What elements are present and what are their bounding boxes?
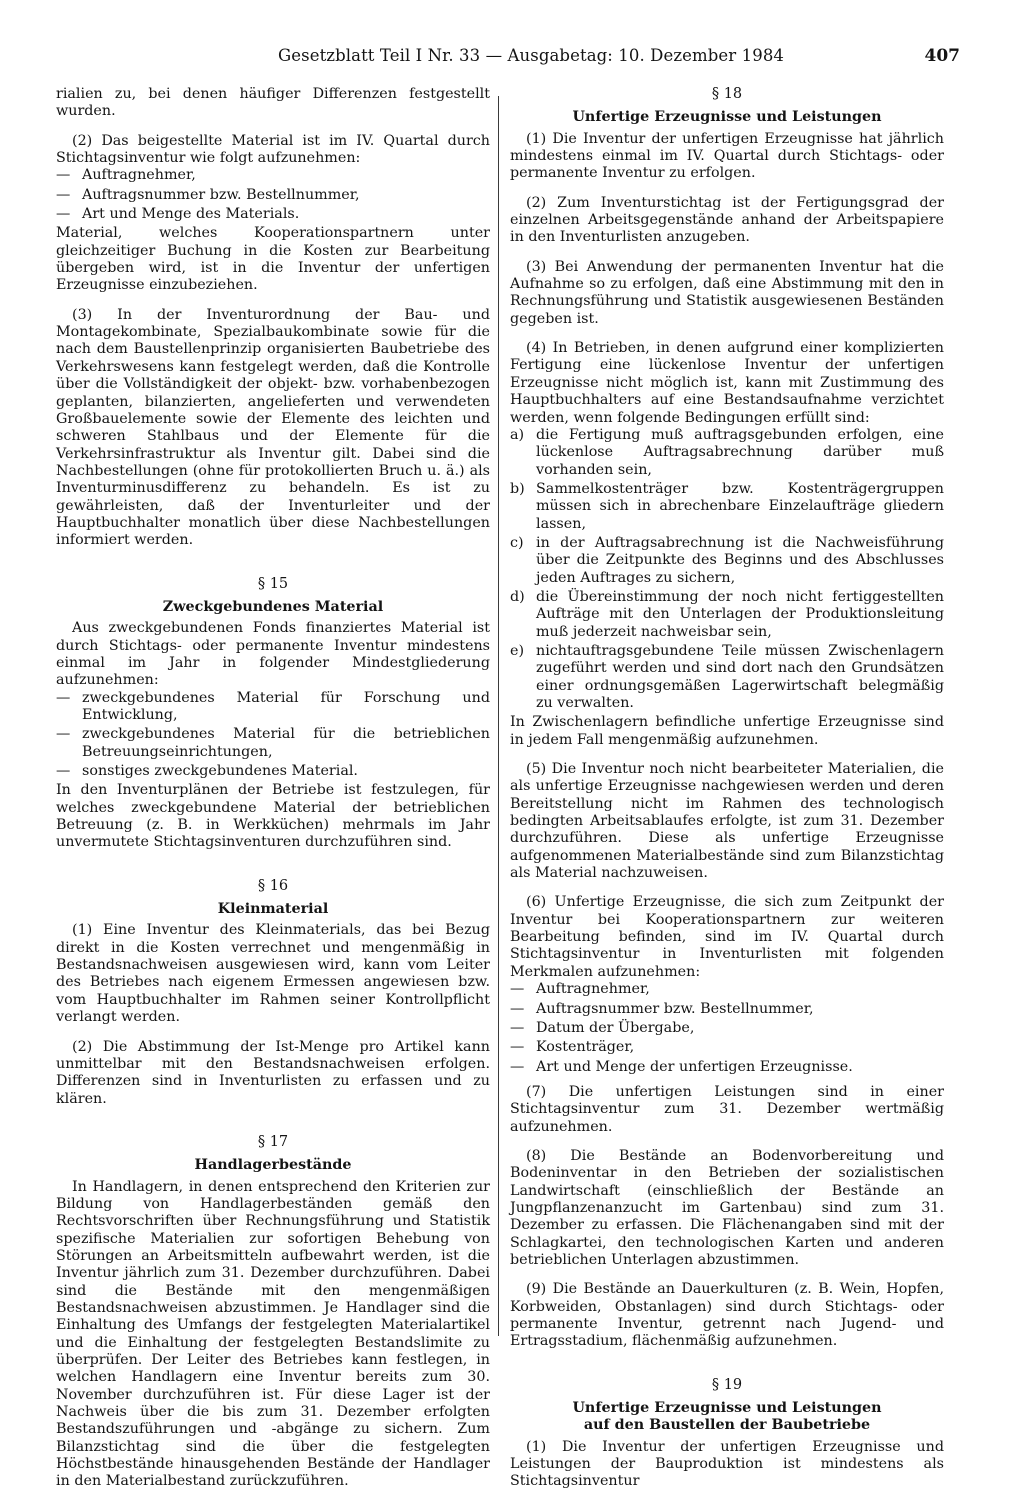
section-15-list xyxy=(56,690,490,781)
section-18-paragraph-4-after: In Zwischenlagern befindliche unfertige Erzeugnisse sind in jedem Fall mengenmäßig aufzunehmen. xyxy=(510,714,944,748)
section-15-after: In den Inventurplänen der Betriebe ist festzulegen, für welches zweckgebundene Material der betrieblichen Betreuung (z. B. in Werkküchen) mehrmals im Jahr unvermutete Stichtagsinventuren durchzuführen sind. xyxy=(56,782,490,851)
section-17-title: Handlagerbestände xyxy=(194,1157,352,1174)
list-item: — Kostenträger, xyxy=(510,1039,635,1056)
section-18-paragraph-6-list xyxy=(510,981,944,1076)
list-item: d) die Übereinstimmung der noch nicht fertiggestellten Aufträge mit den Unterlagen der Produktionsleitung muß jederzeit nachweisbar sein, xyxy=(510,588,944,640)
section-16-paragraph-1: (1) Eine Inventur des Kleinmaterials, das bei Bezug direkt in die Kosten verrechnet und mengenmäßig in Bestandsnachweisen ausgewiesen wird, kann vom Leiter des Betriebes nach eigenem Ermessen angewiesen bzw. vom Hauptbuchhalter im Rahmen seiner Kontrollpflicht verlangt werden. xyxy=(56,922,490,1026)
list-item: — sonstiges zweckgebundenes Material. xyxy=(56,763,358,780)
list-item: a) die Fertigung muß auftragsgebunden erfolgen, eine lückenlose Auftragsabrechnung darüber muß vorhanden sein, xyxy=(510,426,944,478)
section-18-title: Unfertige Erzeugnisse und Leistungen xyxy=(572,109,882,126)
list-item: — Auftragnehmer, xyxy=(56,167,196,184)
paragraph-2-intro: (2) Das beigestellte Material ist im IV. Quartal durch Stichtagsinventur wie folgt aufzunehmen: xyxy=(56,132,490,167)
paragraph-2-list xyxy=(56,167,490,223)
list-item: — zweckgebundenes Material für Forschung und Entwicklung, xyxy=(56,689,490,723)
section-18-paragraph-1: (1) Die Inventur der unfertigen Erzeugnisse hat jährlich mindestens einmal im IV. Quartal durch Stichtags- oder permanente Inventur zu erfolgen. xyxy=(510,130,944,182)
page-number: 407 xyxy=(924,46,960,66)
section-18-paragraph-9: (9) Die Bestände an Dauerkulturen (z. B. Wein, Hopfen, Korbweiden, Obstanlagen) sind durch Stichtags- oder permanente Inventur, getrennt nach Jugend- und Ertragsstadium, flächenmäßig aufzunehmen. xyxy=(510,1281,944,1350)
section-18-paragraph-2: (2) Zum Inventurstichtag ist der Fertigungsgrad der einzelnen Arbeitsgegenstände anhand der Arbeitspapiere in den Inventurlisten anzugeben. xyxy=(510,194,944,246)
list-item: — Auftragsnummer bzw. Bestellnummer, xyxy=(56,186,360,203)
section-16-title: Kleinmaterial xyxy=(217,901,329,918)
section-16-paragraph-2: (2) Die Abstimmung der Ist-Menge pro Artikel kann unmittelbar mit den Bestandsnachweisen erfolgen. Differenzen sind in Inventurlisten zu erfassen und zu klären. xyxy=(56,1038,490,1107)
continued-paragraph: rialien zu, bei denen häufiger Differenzen festgestellt wurden. xyxy=(56,86,490,120)
section-18-paragraph-5: (5) Die Inventur noch nicht bearbeiteter Materialien, die als unfertige Erzeugnisse nachgewiesen werden und deren Bereitstellung nicht im Rahmen des technologisch bedingten Arbeitsablaufes erfolgte, ist zum 31. Dezember durchzuführen. Diese als unfertige Erzeugnisse aufgenommenen Materialbestände sind zum Bilanzstichtag als Material nachzuweisen. xyxy=(510,761,944,882)
right-column xyxy=(510,86,944,1503)
list-item: e) nichtauftragsgebundene Teile müssen Zwischenlagern zugeführt werden und sind dort nach den Grundsätzen einer ordnungsgemäßen Lagerwirtschaft belegmäßig zu verwalten. xyxy=(510,642,944,711)
paragraph-2-after: Material, welches Kooperationspartnern unter gleichzeitiger Buchung in die Kosten zur Bearbeitung übergeben wird, ist in die Inventur der unfertigen Erzeugnisse einzubeziehen. xyxy=(56,225,490,294)
section-18-paragraph-8: (8) Die Bestände an Bodenvorbereitung und Bodeninventar in den Betrieben der sozialistischen Landwirtschaft (einschließlich der Bestände an Jungpflanzenanzucht im Gartenbau) sind zum 31. Dezember zu erfassen. Die Flächenangaben sind mit der Schlagkartei, den technologischen Karten und anderen betrieblichen Unterlagen abzustimmen. xyxy=(510,1147,944,1268)
section-17-paragraph-1: In Handlagern, in denen entsprechend den Kriterien zur Bildung von Handlagerbeständen gemäß den Rechtsvorschriften über Rechnungsführung und Statistik spezifische Materialien zur sofortigen Behebung von Störungen an Arbeitsmitteln aufbewahrt werden, ist die Inventur jährlich zum 31. Dezember durchzuführen. Dabei sind die Bestände mit den mengenmäßigen Bestandsnachweisen abzustimmen. Je Handlager sind die Einhaltung des Umfangs der festgelegten Materialartikel und die Einhaltung der festgelegten Bestandslimite zu überprüfen. Der Leiter des Betriebes kann festlegen, in welchen Handlagern eine Inventur bereits zum 30. November durchzuführen ist. Für diese Lager ist der Nachweis über die bis zum 31. Dezember erfolgten Bestandszuführungen und -abgänge zu sichern. Zum Bilanzstichtag sind die über die festgelegten Höchstbestände hinausgehenden Bestände der Handlager in den Materialbestand zurückzuführen. xyxy=(56,1178,490,1490)
section-19-title-line-1: Unfertige Erzeugnisse und Leistungen xyxy=(572,1400,882,1417)
column-divider xyxy=(498,96,499,1336)
section-15-intro: Aus zweckgebundenen Fonds finanziertes Material ist durch Stichtags- oder permanente Inventur mindestens einmal im Jahr in folgender Mindestgliederung aufzunehmen: xyxy=(56,620,490,689)
section-18-paragraph-6-intro: (6) Unfertige Erzeugnisse, die sich zum Zeitpunkt der Inventur bei Kooperationspartnern zur weiteren Bearbeitung befinden, sind im IV. Quartal durch Stichtagsinventur in Inventurlisten mit folgenden Merkmalen aufzunehmen: xyxy=(510,894,944,980)
list-item: — zweckgebundenes Material für die betrieblichen Betreuungseinrichtungen, xyxy=(56,726,490,760)
section-16-number: § 16 xyxy=(257,877,289,894)
section-19-title-line-2: auf den Baustellen der Baubetriebe xyxy=(583,1417,871,1434)
section-18-conditions-list xyxy=(510,427,944,713)
list-item: — Art und Menge der unfertigen Erzeugnisse. xyxy=(510,1058,853,1075)
section-15-title: Zweckgebundenes Material xyxy=(162,598,384,615)
section-19-paragraph-1: (1) Die Inventur der unfertigen Erzeugnisse und Leistungen der Bauproduktion ist mindestens als Stichtagsinventur xyxy=(510,1438,944,1490)
section-18-number: § 18 xyxy=(711,86,743,102)
section-18-paragraph-4-intro: (4) In Betrieben, in denen aufgrund einer komplizierten Fertigung eine lückenlose Inventur der unfertigen Erzeugnisse nicht möglich ist, kann mit Zustimmung des Hauptbuchhalters auf eine Bestandsaufnahme verzichtet werden, wenn folgende Bedingungen erfüllt sind: xyxy=(510,340,944,426)
section-17-number: § 17 xyxy=(257,1133,289,1150)
header-title: Gesetzblatt Teil I Nr. 33 — Ausgabetag: 10. Dezember 1984 xyxy=(278,46,785,65)
list-item: c) in der Auftragsabrechnung ist die Nachweisführung über die Zeitpunkte des Beginns und des Abschlusses jeden Auftrages zu sichern, xyxy=(510,534,944,586)
paragraph-3: (3) In der Inventurordnung der Bau- und Montagekombinate, Spezialbaukombinate sowie für die nach dem Baustellenprinzip organisierten Baubetriebe des Verkehrswesens kann festgelegt werden, daß die Kontrolle über die Vollständigkeit der objekt- bzw. vorhabenbezogen geplanten, bilanzierten, angelieferten und verwendeten Großbauelemente sowie der Elemente des leichten und schweren Stahlbaus und der Elemente für die Verkehrsinfrastruktur als Inventur gilt. Dabei sind die Nachbestellungen (ohne für protokollierten Bruch u. ä.) als Inventurminusdifferenz zu behandeln. Es ist zu gewährleisten, daß der Inventurleiter und der Hauptbuchhalter monatlich über diese Nachbestellungen informiert werden. xyxy=(56,306,490,549)
list-item: — Auftragsnummer bzw. Bestellnummer, xyxy=(510,1000,814,1017)
section-18-paragraph-7: (7) Die unfertigen Leistungen sind in einer Stichtagsinventur zum 31. Dezember wertmäßig aufzunehmen. xyxy=(510,1083,944,1135)
section-19-number: § 19 xyxy=(711,1376,743,1393)
section-15-number: § 15 xyxy=(257,575,289,592)
list-item: b) Sammelkostenträger bzw. Kostenträgergruppen müssen sich in abrechenbare Einzelaufträge gliedern lassen, xyxy=(510,480,944,532)
page-header xyxy=(30,46,960,76)
list-item: — Datum der Übergabe, xyxy=(510,1019,695,1036)
list-item: — Auftragnehmer, xyxy=(510,981,650,998)
list-item: — Art und Menge des Materials. xyxy=(56,206,300,223)
left-column xyxy=(56,86,490,1503)
section-18-paragraph-3: (3) Bei Anwendung der permanenten Inventur hat die Aufnahme so zu erfolgen, daß eine Abstimmung mit den in Rechnungsführung und Statistik ausgewiesenen Beständen gegeben ist. xyxy=(510,258,944,327)
